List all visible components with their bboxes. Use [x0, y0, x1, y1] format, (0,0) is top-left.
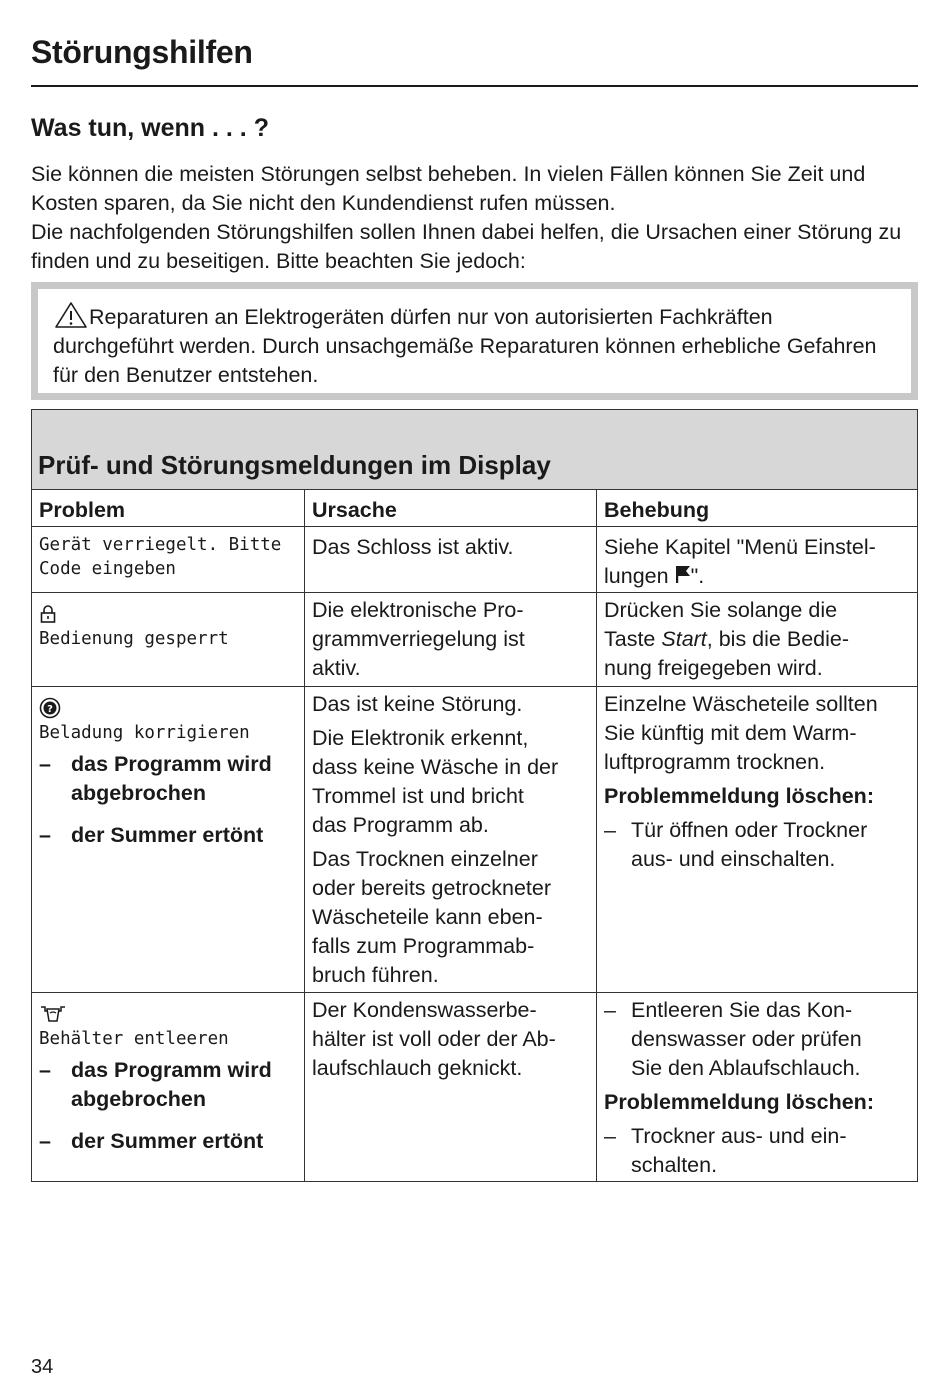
fix-item-text: Trockner aus- und ein- — [631, 1124, 847, 1148]
warning-text: Reparaturen an Elektrogeräten dürfen nur von autorisierten Fachkräften durchgeführt werden. Durch unsachgemäße Reparaturen können erhebliche Gefahren für den Benutzer entstehen. — [53, 305, 877, 387]
table-row — [32, 687, 917, 993]
table-title: Prüf- und Störungsmeldungen im Display — [38, 450, 551, 480]
list-item — [39, 1127, 298, 1156]
svg-text:?: ? — [47, 704, 53, 715]
problem-item-text: abgebrochen — [71, 1087, 206, 1111]
fix-text: lungen — [604, 564, 669, 588]
problem-item-text: abgebrochen — [71, 781, 206, 805]
dash-bullet: – — [39, 1129, 51, 1153]
page-title: Störungshilfen — [31, 34, 253, 70]
cause-cell — [305, 593, 597, 686]
warning-triangle-icon — [53, 301, 89, 329]
cause-text: dass keine Wäsche in der — [312, 755, 559, 779]
cause-text: Das Schloss ist aktiv. — [312, 535, 514, 559]
intro-paragraph-2: Die nachfolgenden Störungshilfen sollen Ihnen dabei helfen, die Ursachen einer Störung zu finden und zu beseitigen. Bitte beachten Sie jedoch: — [31, 220, 902, 273]
cause-text: Wäscheteile kann eben- — [312, 905, 543, 929]
fix-text: nung freigegeben wird. — [604, 656, 823, 680]
cause-cell — [305, 993, 597, 1181]
cause-text: Das Trocknen einzelner — [312, 847, 538, 871]
fix-cell — [597, 687, 917, 992]
intro-text — [31, 160, 918, 276]
cause-text: oder bereits getrockneter — [312, 876, 552, 900]
fix-text-line — [604, 625, 911, 654]
fix-text: , bis die Bedie- — [706, 627, 849, 651]
cause-text: Die Elektronik erkennt, — [312, 726, 529, 750]
list-item — [604, 996, 911, 1083]
fix-item-text: denswasser oder prüfen — [631, 1027, 862, 1051]
display-message: Beladung korrigieren — [39, 723, 250, 743]
fix-text: luftprogramm trocknen. — [604, 750, 826, 774]
problem-item-text: der Summer ertönt — [71, 823, 264, 847]
dash-bullet: – — [604, 818, 616, 842]
section-title: Was tun, wenn . . . ? — [31, 114, 269, 142]
table-header-row — [32, 490, 917, 527]
drum-icon — [39, 697, 61, 719]
cause-text: falls zum Programmab- — [312, 934, 535, 958]
list-item — [39, 1056, 298, 1114]
table-row — [32, 527, 917, 593]
column-header-cause: Ursache — [305, 490, 597, 526]
column-header-problem: Problem — [32, 490, 305, 526]
cause-text: grammverriegelung ist — [312, 627, 525, 651]
fix-cell — [597, 527, 917, 592]
problem-icon-line — [39, 1001, 298, 1027]
list-item — [604, 1122, 911, 1180]
intro-paragraph-1: Sie können die meisten Störungen selbst beheben. In vielen Fällen können Sie Zeit und Kosten sparen, da Sie nicht den Kundendienst rufen müssen. — [31, 162, 866, 215]
fix-cell — [597, 993, 917, 1181]
cause-text: Trommel ist und bricht — [312, 784, 524, 808]
display-message: Behälter entleeren — [39, 1029, 229, 1049]
column-header-fix: Behebung — [604, 498, 710, 522]
dash-bullet: – — [604, 998, 616, 1022]
problem-item-text: das Programm wird — [71, 752, 272, 776]
problem-icon-line — [39, 695, 298, 721]
fix-text: Drücken Sie solange die — [604, 598, 838, 622]
page-number: 34 — [31, 1356, 54, 1378]
list-item — [604, 816, 911, 874]
problem-item-text: der Summer ertönt — [71, 1129, 264, 1153]
lock-icon — [39, 604, 57, 624]
list-item — [39, 821, 298, 850]
fix-cell — [597, 593, 917, 686]
dash-bullet: – — [604, 1124, 616, 1148]
fix-text: Sie künftig mit dem Warm- — [604, 721, 857, 745]
fix-heading: Problemmeldung löschen: — [604, 784, 874, 808]
fix-item-text: Sie den Ablaufschlauch. — [631, 1056, 861, 1080]
fix-text: Einzelne Wäscheteile sollten — [604, 692, 878, 716]
fix-text: Siehe Kapitel "Menü Einstel- — [604, 535, 876, 559]
cause-text: das Programm ab. — [312, 813, 489, 837]
fix-item-text: aus- und einschalten. — [631, 847, 836, 871]
cause-text: Der Kondenswasserbe- — [312, 998, 537, 1022]
fix-item-text: Entleeren Sie das Kon- — [631, 998, 853, 1022]
table-row — [32, 993, 917, 1181]
start-key-label: Start — [661, 627, 707, 651]
fix-heading: Problemmeldung löschen: — [604, 1090, 874, 1114]
problem-cell — [32, 527, 305, 592]
dash-bullet: – — [39, 823, 51, 847]
fix-item-text: schalten. — [631, 1153, 718, 1177]
problem-icon-line — [39, 601, 298, 627]
problem-cell — [32, 593, 305, 686]
title-divider — [31, 85, 918, 87]
cause-cell — [305, 687, 597, 992]
cause-text: laufschlauch geknickt. — [312, 1056, 523, 1080]
dash-bullet: – — [39, 752, 51, 776]
container-icon — [39, 1003, 67, 1025]
display-message: Bedienung gesperrt — [39, 629, 229, 649]
dash-bullet: – — [39, 1058, 51, 1082]
cause-text: bruch führen. — [312, 963, 439, 987]
table-title-bar — [32, 410, 917, 490]
display-message: Code eingeben — [39, 559, 176, 579]
problem-cell — [32, 687, 305, 992]
fix-text: Taste — [604, 627, 662, 651]
table-row — [32, 593, 917, 687]
problem-item-text: das Programm wird — [71, 1058, 272, 1082]
list-item — [39, 750, 298, 808]
fix-text-line — [604, 562, 911, 591]
problem-cell — [32, 993, 305, 1181]
cause-cell — [305, 527, 597, 592]
cause-text: Die elektronische Pro- — [312, 598, 524, 622]
fix-text: ". — [690, 564, 705, 588]
display-messages-table — [31, 409, 918, 1182]
display-message: Gerät verriegelt. Bitte — [39, 535, 282, 555]
cause-text: aktiv. — [312, 656, 361, 680]
flag-icon — [675, 564, 691, 584]
cause-text: Das ist keine Störung. — [312, 692, 523, 716]
fix-item-text: Tür öffnen oder Trockner — [631, 818, 868, 842]
warning-box — [31, 282, 918, 400]
cause-text: hälter ist voll oder der Ab- — [312, 1027, 556, 1051]
